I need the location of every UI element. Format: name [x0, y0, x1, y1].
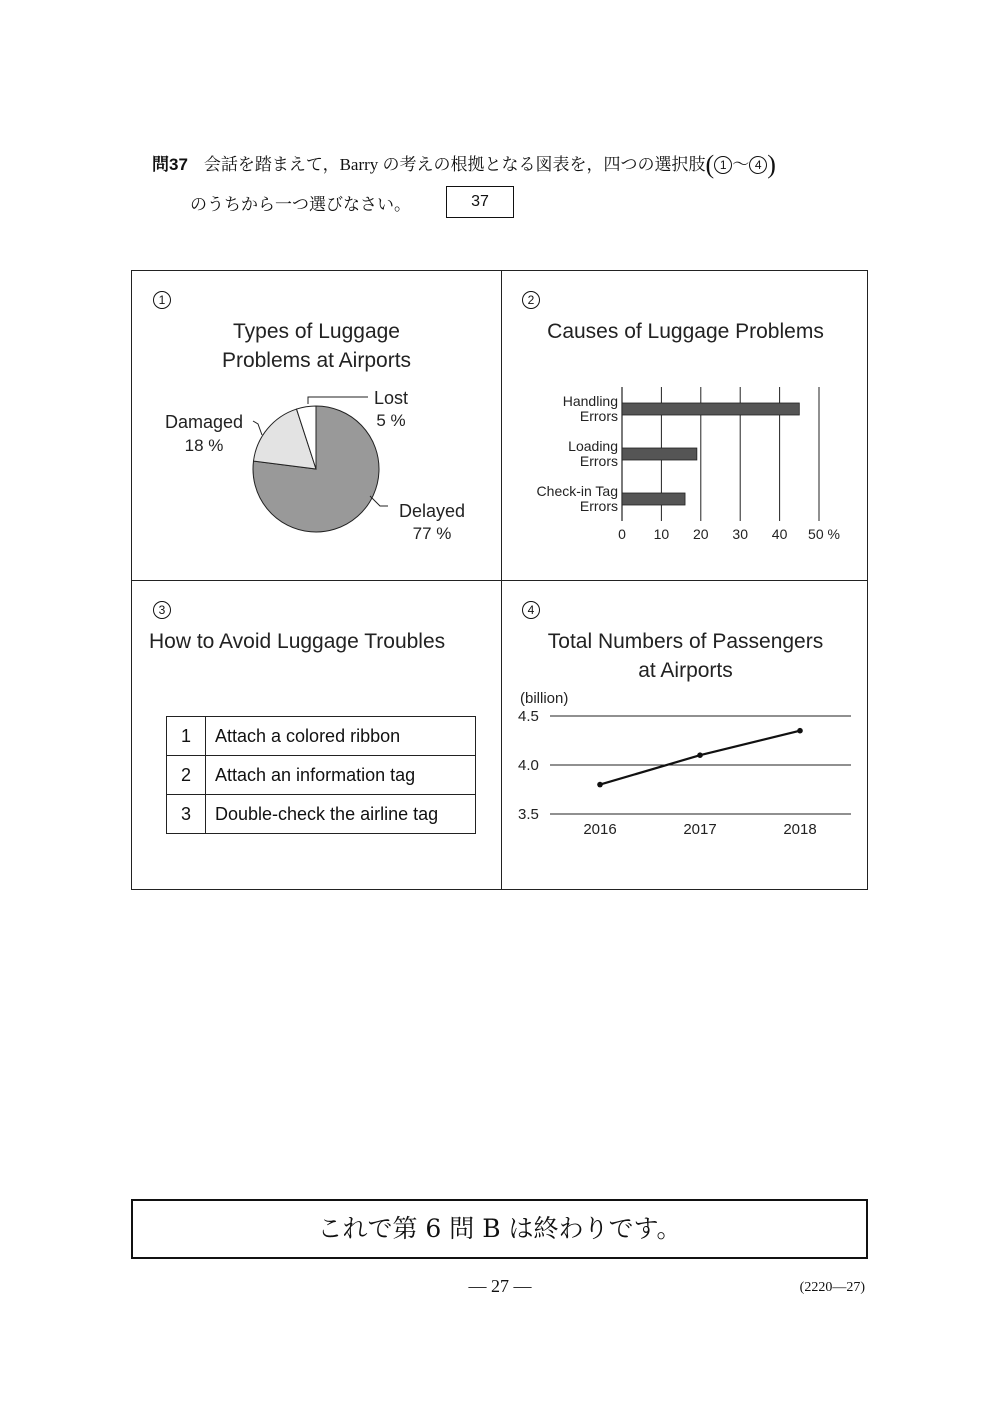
bar-category-label: Errors: [579, 408, 618, 424]
option-2-title: Causes of Luggage Problems: [547, 320, 824, 343]
line-x-tick-label: 2017: [683, 821, 717, 838]
damaged-leader-line: [253, 421, 262, 435]
slice-label-damaged: Damaged: [164, 412, 244, 432]
page-number: — 27 —: [468, 1276, 532, 1296]
option-2-number: 2: [522, 291, 540, 309]
slice-value-damaged: 18 %: [184, 436, 224, 455]
row-number: 2: [167, 756, 206, 795]
row-number: 1: [167, 717, 206, 756]
passenger-data-point: [597, 782, 603, 788]
bar-tick-label: 40: [771, 526, 788, 542]
choice-from-circle: 1: [714, 156, 732, 174]
question-line-1: 問37 会話を踏まえて，Barry の考えの根拠となる図表を，四つの選択肢( 1 〜 4 ): [152, 150, 776, 179]
question-text: 会話を踏まえて，Barry の考えの根拠となる図表を，四つの選択肢: [203, 155, 706, 174]
bar-category-label: Handling: [562, 393, 618, 409]
bar-category-label: Loading: [568, 438, 618, 454]
choice-tilde: 〜: [732, 155, 750, 174]
line-x-tick-label: 2018: [783, 821, 817, 838]
slice-value-delayed: 77 %: [412, 524, 452, 543]
passenger-data-point: [697, 752, 703, 758]
row-text: Attach an information tag: [206, 756, 476, 795]
table-row: [167, 756, 476, 795]
bar: [622, 493, 685, 505]
option-4-number: 4: [522, 601, 540, 619]
option-3-title: How to Avoid Luggage Troubles: [149, 630, 446, 653]
question-number: 問37: [152, 155, 188, 174]
answer-box[interactable]: 37: [446, 186, 514, 218]
slice-label-lost: Lost: [373, 388, 409, 408]
bar: [622, 403, 799, 415]
bar-chart: [502, 271, 869, 580]
question-line-2: のうちから一つ選びなさい。: [190, 195, 411, 214]
row-number: 3: [167, 795, 206, 834]
bar-tick-label: 10: [653, 526, 670, 542]
pie-chart: [132, 271, 501, 580]
options-grid: [131, 270, 868, 890]
line-y-axis-label: (billion): [520, 690, 569, 707]
slice-label-delayed: Delayed: [398, 501, 466, 521]
section-end-notice: これで第 6 問 B は終わりです。: [131, 1199, 868, 1259]
row-text: Double-check the airline tag: [206, 795, 476, 834]
row-text: Attach a colored ribbon: [206, 717, 476, 756]
option-4-panel[interactable]: [502, 581, 869, 891]
bar-tick-label: 30: [732, 526, 748, 542]
lost-leader-line: [308, 397, 368, 404]
passenger-data-point: [797, 728, 803, 734]
bar-category-label: Errors: [579, 453, 618, 469]
table-row: [167, 795, 476, 834]
bar-tick-label: 50 %: [808, 526, 840, 542]
option-2-panel[interactable]: [502, 271, 869, 580]
slice-value-lost: 5 %: [376, 411, 406, 430]
table-row: [167, 717, 476, 756]
option-1-panel[interactable]: [132, 271, 501, 580]
option-1-number: 1: [153, 291, 171, 309]
line-x-tick-label: 2016: [583, 821, 617, 838]
bar-tick-label: 20: [693, 526, 709, 542]
option-1-title: Types of Luggage Problems at Airports: [221, 320, 412, 372]
bar-category-label: Check-in Tag: [536, 483, 618, 499]
avoid-troubles-table: [166, 716, 476, 834]
line-y-tick-label: 3.5: [518, 806, 539, 823]
option-4-title: Total Numbers of Passengers at Airports: [547, 630, 824, 682]
line-chart: [502, 581, 869, 891]
option-3-number: 3: [153, 601, 171, 619]
choice-to-circle: 4: [749, 156, 767, 174]
bar-category-label: Errors: [579, 498, 618, 514]
line-y-tick-label: 4.5: [518, 708, 539, 725]
bar: [622, 448, 697, 460]
page-code: (2220—27): [799, 1280, 865, 1295]
bar-tick-label: 0: [618, 526, 626, 542]
line-y-tick-label: 4.0: [518, 757, 539, 774]
